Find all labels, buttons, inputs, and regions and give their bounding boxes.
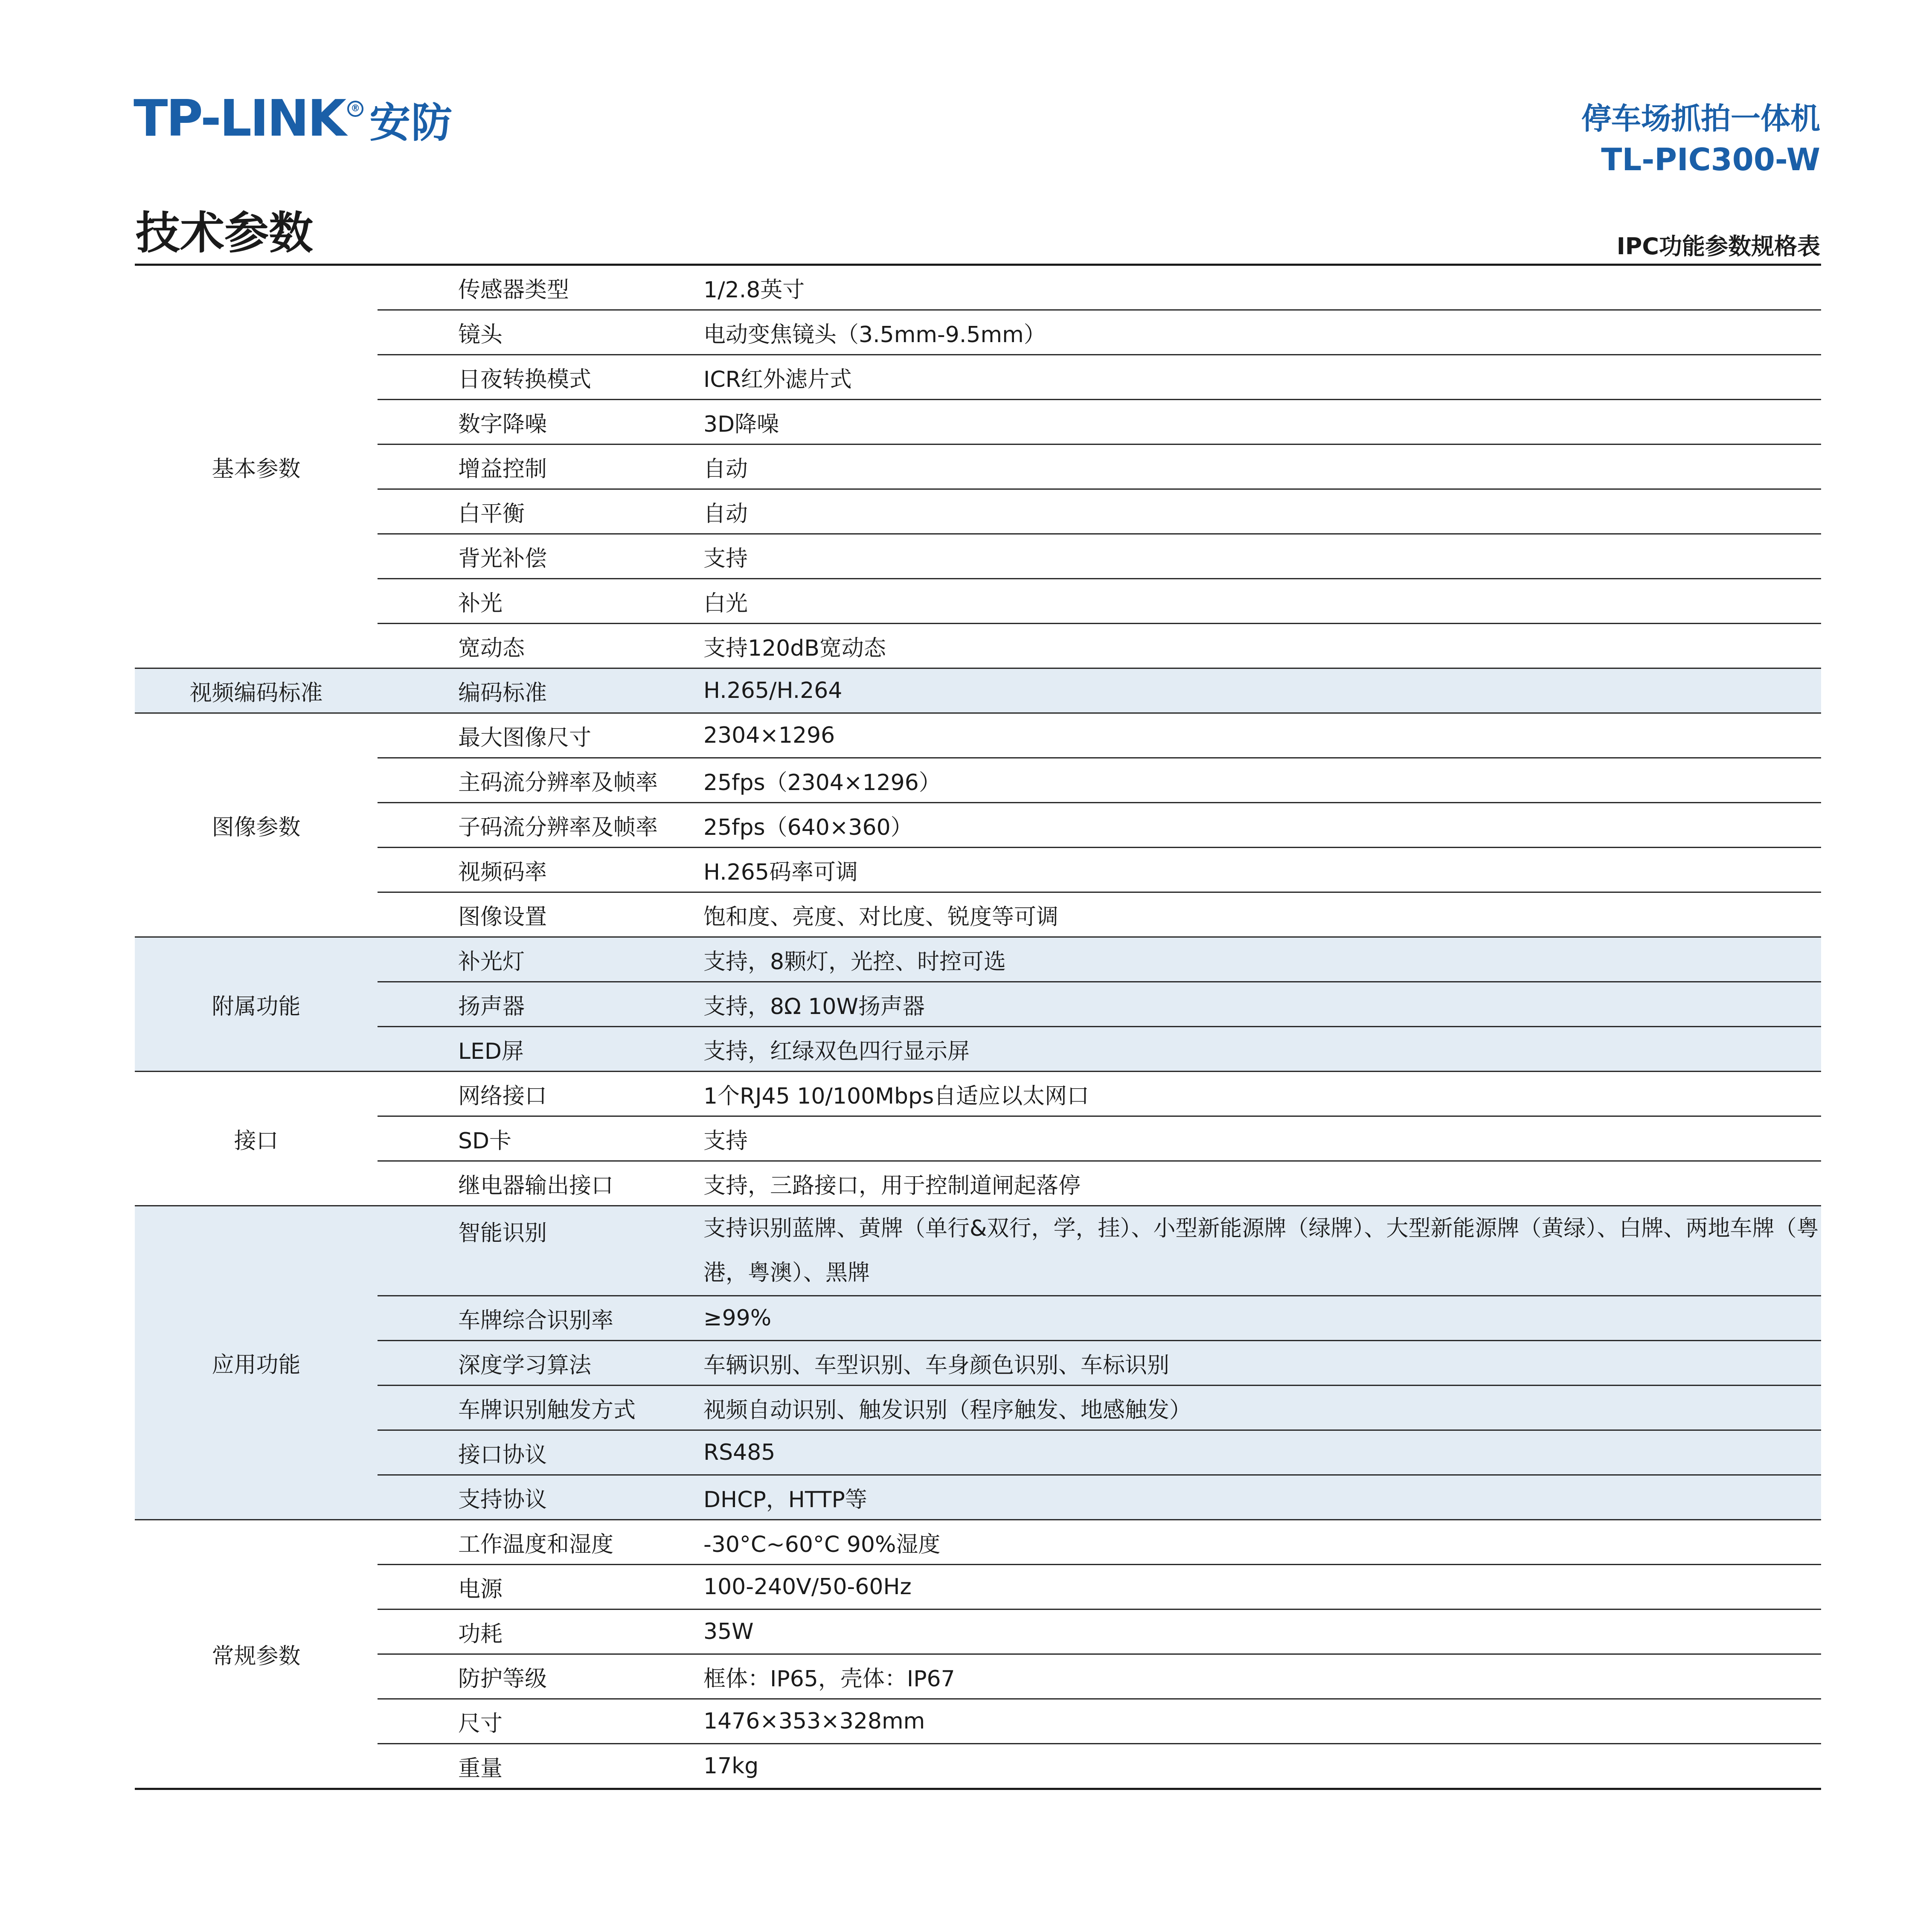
param-name: 视频码率 xyxy=(378,848,703,892)
param-value: ICR红外滤片式 xyxy=(703,355,1821,400)
group-label: 图像参数 xyxy=(135,713,378,937)
table-row xyxy=(135,1475,1821,1520)
param-value: 自动 xyxy=(703,445,1821,489)
group-label: 应用功能 xyxy=(135,1206,378,1520)
param-name: 继电器输出接口 xyxy=(378,1161,703,1206)
table-row xyxy=(135,1654,1821,1699)
param-value: 框体：IP65，壳体：IP67 xyxy=(703,1654,1821,1699)
param-name: 背光补偿 xyxy=(378,534,703,579)
param-name: 白平衡 xyxy=(378,489,703,534)
param-name: 日夜转换模式 xyxy=(378,355,703,400)
table-row xyxy=(135,758,1821,803)
param-value: RS485 xyxy=(703,1430,1821,1475)
param-value: 支持，红绿双色四行显示屏 xyxy=(703,1027,1821,1072)
param-value: 3D降噪 xyxy=(703,400,1821,445)
param-value: 100-240V/50-60Hz xyxy=(703,1565,1821,1610)
registered-mark-icon: ® xyxy=(347,101,363,117)
param-name: 补光灯 xyxy=(378,937,703,982)
group-label: 视频编码标准 xyxy=(135,668,378,713)
param-name: 镜头 xyxy=(378,310,703,355)
table-row xyxy=(135,1161,1821,1206)
param-value: DHCP，HTTP等 xyxy=(703,1475,1821,1520)
param-name: 支持协议 xyxy=(378,1475,703,1520)
table-caption: IPC功能参数规格表 xyxy=(1616,233,1820,260)
param-name: 电源 xyxy=(378,1565,703,1610)
tp-link-logo xyxy=(134,84,453,148)
table-row xyxy=(135,1430,1821,1475)
param-value: 电动变焦镜头（3.5mm-9.5mm） xyxy=(703,310,1821,355)
param-name: 尺寸 xyxy=(378,1699,703,1744)
param-value: 白光 xyxy=(703,579,1821,624)
param-value: 1476×353×328mm xyxy=(703,1699,1821,1744)
param-value: 2304×1296 xyxy=(703,713,1821,758)
param-value: 车辆识别、车型识别、车身颜色识别、车标识别 xyxy=(703,1341,1821,1386)
page-title: 技术参数 xyxy=(136,207,314,259)
param-name: 扬声器 xyxy=(378,982,703,1027)
param-name: 车牌综合识别率 xyxy=(378,1296,703,1341)
param-value: 支持识别蓝牌、黄牌（单行&双行，学，挂）、小型新能源牌（绿牌）、大型新能源牌（黄绿）、白牌、两地车牌（粤港，粤澳）、黑牌 xyxy=(703,1206,1821,1296)
param-name: 接口协议 xyxy=(378,1430,703,1475)
logo-brand-cn: 安防 xyxy=(369,99,453,147)
param-value: 支持 xyxy=(703,534,1821,579)
param-name: 深度学习算法 xyxy=(378,1341,703,1386)
table-row xyxy=(135,1565,1821,1610)
param-value: 1/2.8英寸 xyxy=(703,265,1821,310)
spec-table-body xyxy=(135,265,1821,1789)
group-label: 接口 xyxy=(135,1072,378,1206)
table-row xyxy=(135,892,1821,937)
table-row xyxy=(135,1206,1821,1296)
table-row xyxy=(135,1744,1821,1789)
table-row xyxy=(135,1520,1821,1565)
table-row xyxy=(135,1072,1821,1116)
table-row xyxy=(135,1610,1821,1654)
param-name: 车牌识别触发方式 xyxy=(378,1386,703,1430)
table-row xyxy=(135,1116,1821,1161)
param-value: 35W xyxy=(703,1610,1821,1654)
table-row xyxy=(135,265,1821,310)
param-value: 自动 xyxy=(703,489,1821,534)
param-name: 宽动态 xyxy=(378,624,703,668)
product-name: 停车场抓拍一体机 xyxy=(1581,101,1820,136)
logo-brand-text: TP-LINK xyxy=(134,89,345,148)
table-row xyxy=(135,445,1821,489)
param-value: 25fps（2304×1296） xyxy=(703,758,1821,803)
param-name: 防护等级 xyxy=(378,1654,703,1699)
table-row xyxy=(135,803,1821,848)
group-label: 基本参数 xyxy=(135,265,378,668)
param-value: H.265/H.264 xyxy=(703,668,1821,713)
param-name: 图像设置 xyxy=(378,892,703,937)
group-label: 常规参数 xyxy=(212,1644,301,1669)
spec-table xyxy=(135,264,1821,1790)
param-value: 17kg xyxy=(703,1753,759,1779)
table-row xyxy=(135,668,1821,713)
param-value: H.265码率可调 xyxy=(703,848,1821,892)
table-row xyxy=(135,1341,1821,1386)
param-value: 支持，8Ω 10W扬声器 xyxy=(703,982,1821,1027)
param-value: 支持 xyxy=(703,1116,1821,1161)
param-value: 饱和度、亮度、对比度、锐度等可调 xyxy=(703,892,1821,937)
param-name: 功耗 xyxy=(378,1610,703,1654)
table-row xyxy=(135,534,1821,579)
param-value: 支持，三路接口，用于控制道闸起落停 xyxy=(703,1161,1821,1206)
param-value: 支持120dB宽动态 xyxy=(703,624,1821,668)
table-row xyxy=(135,579,1821,624)
table-row xyxy=(135,489,1821,534)
param-name: 增益控制 xyxy=(378,445,703,489)
param-value: -30°C~60°C 90%湿度 xyxy=(703,1520,1821,1565)
table-row xyxy=(135,982,1821,1027)
param-value: 支持，8颗灯，光控、时控可选 xyxy=(703,937,1821,982)
param-name: 智能识别 xyxy=(378,1206,703,1296)
group-label: 附属功能 xyxy=(135,937,378,1072)
table-row xyxy=(135,1027,1821,1072)
param-name: 数字降噪 xyxy=(378,400,703,445)
param-name: 工作温度和湿度 xyxy=(378,1520,703,1565)
param-value: ≥99% xyxy=(703,1296,1821,1341)
param-name: 传感器类型 xyxy=(378,265,703,310)
param-name: LED屏 xyxy=(378,1027,703,1072)
param-name: SD卡 xyxy=(378,1116,703,1161)
table-row xyxy=(135,848,1821,892)
param-name: 最大图像尺寸 xyxy=(378,713,703,758)
param-name: 重量 xyxy=(458,1755,503,1781)
table-row xyxy=(135,355,1821,400)
table-row xyxy=(135,1296,1821,1341)
table-row xyxy=(135,713,1821,758)
param-name: 子码流分辨率及帧率 xyxy=(378,803,703,848)
table-row xyxy=(135,1699,1821,1744)
table-row xyxy=(135,310,1821,355)
table-row xyxy=(135,1386,1821,1430)
table-row xyxy=(135,400,1821,445)
param-name: 补光 xyxy=(378,579,703,624)
param-value: 视频自动识别、触发识别（程序触发、地感触发） xyxy=(703,1386,1821,1430)
param-value: 1个RJ45 10/100Mbps自适应以太网口 xyxy=(703,1072,1821,1116)
param-value: 25fps（640×360） xyxy=(703,803,1821,848)
param-name: 主码流分辨率及帧率 xyxy=(378,758,703,803)
table-row xyxy=(135,624,1821,668)
table-row xyxy=(135,937,1821,982)
param-name: 网络接口 xyxy=(378,1072,703,1116)
product-model: TL-PIC300-W xyxy=(1601,142,1820,177)
param-name: 编码标准 xyxy=(378,668,703,713)
